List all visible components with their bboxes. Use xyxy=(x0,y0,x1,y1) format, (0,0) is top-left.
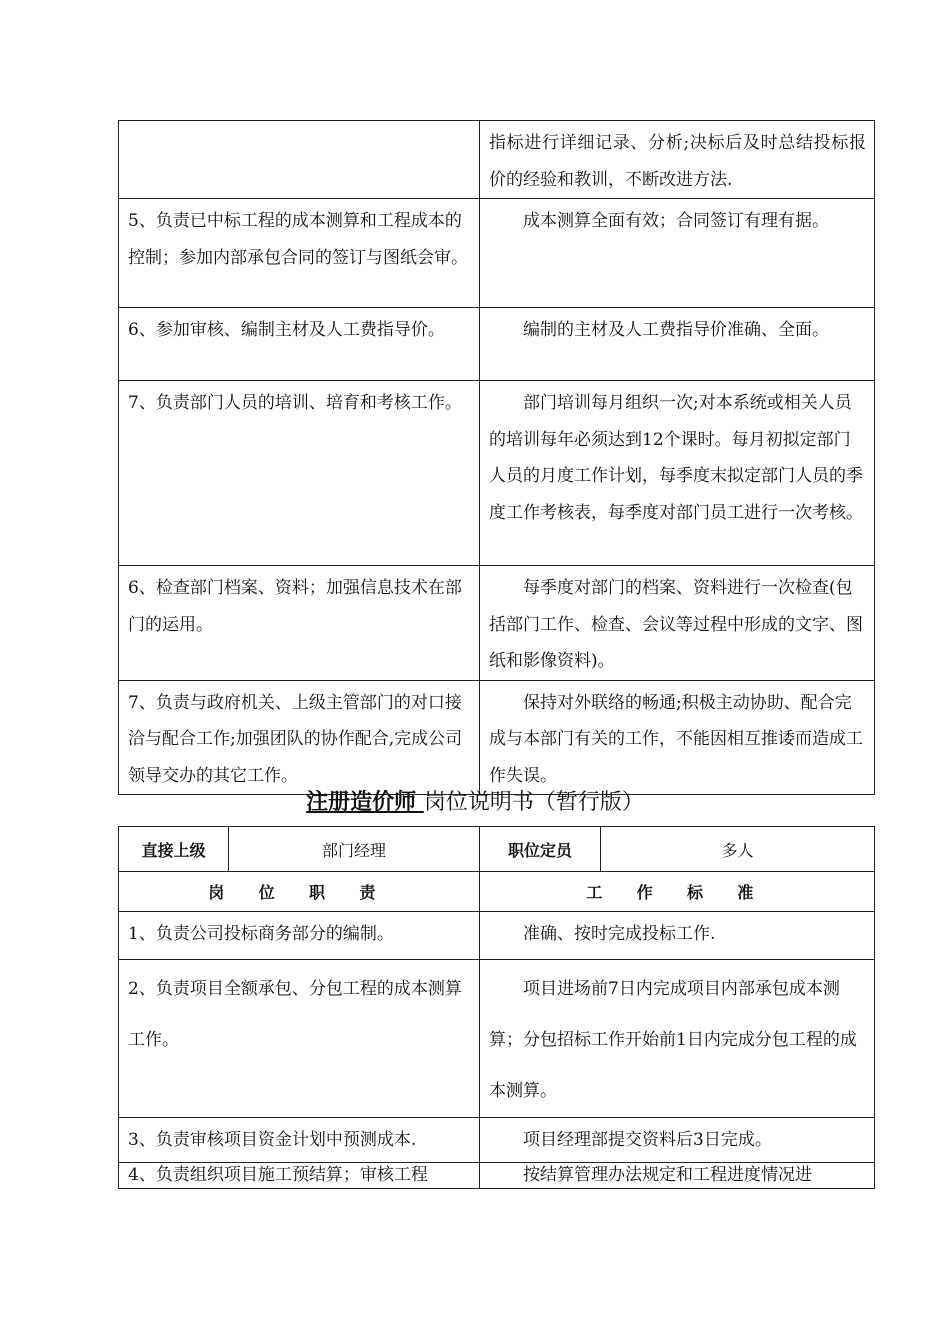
staffing-value: 多人 xyxy=(601,827,875,872)
standard-cell: 项目经理部提交资料后3日完成。 xyxy=(480,1118,875,1163)
standard-cell: 每季度对部门的档案、资料进行一次检查(包括部门工作、检查、会议等过程中形成的文字、图纸和影像资料)。 xyxy=(480,566,875,681)
table-row xyxy=(119,566,875,681)
standard-cell: 项目进场前7日内完成项目内部承包成本测算；分包招标工作开始前1日内完成分包工程的成本测算。 xyxy=(480,960,875,1118)
standard-cell: 成本测算全面有效；合同签订有理有据。 xyxy=(480,199,875,308)
standard-cell: 编制的主材及人工费指导价准确、全面。 xyxy=(480,308,875,381)
duty-cell: 7、负责与政府机关、上级主管部门的对口接洽与配合工作;加强团队的协作配合,完成公司领导交办的其它工作。 xyxy=(119,680,480,795)
page-title xyxy=(0,785,950,821)
superior-label: 直接上级 xyxy=(119,827,229,872)
standard-cell: 指标进行详细记录、分析;决标后及时总结投标报价的经验和教训，不断改进方法. xyxy=(480,121,875,199)
duty-cell: 4、负责组织项目施工预结算；审核工程 xyxy=(119,1163,480,1189)
table-row xyxy=(119,680,875,795)
table-row xyxy=(119,960,875,1118)
duty-cell: 5、负责已中标工程的成本测算和工程成本的控制；参加内部承包合同的签订与图纸会审。 xyxy=(119,199,480,308)
duty-cell: 3、负责审核项目资金计划中预测成本. xyxy=(119,1118,480,1163)
standard-cell: 部门培训每月组织一次;对本系统或相关人员的培训每年必须达到12个课时。每月初拟定部门人员的月度工作计划，每季度末拟定部门人员的季度工作考核表，每季度对部门员工进行一次考核。 xyxy=(480,381,875,566)
header-row xyxy=(119,827,875,872)
standard-cell: 按结算管理办法规定和工程进度情况进 xyxy=(480,1163,875,1189)
staffing-label: 职位定员 xyxy=(480,827,601,872)
table-row xyxy=(119,1163,875,1189)
title-suffix: 岗位说明书（暂行版） xyxy=(423,790,644,815)
superior-value: 部门经理 xyxy=(229,827,480,872)
responsibilities-table-continued xyxy=(118,120,875,795)
job-description-table xyxy=(118,826,875,1189)
duty-cell: 2、负责项目全额承包、分包工程的成本测算工作。 xyxy=(119,960,480,1118)
duties-header: 岗 位 职 责 xyxy=(119,872,480,912)
table-row xyxy=(119,912,875,960)
table-row xyxy=(119,121,875,199)
standards-header: 工 作 标 准 xyxy=(480,872,875,912)
standard-cell: 保持对外联络的畅通;积极主动协助、配合完成与本部门有关的工作，不能因相互推诿而造成工作失误。 xyxy=(480,680,875,795)
job-title: 注册造价师 xyxy=(306,790,424,815)
table-row xyxy=(119,381,875,566)
column-header-row xyxy=(119,872,875,912)
duty-cell: 1、负责公司投标商务部分的编制。 xyxy=(119,912,480,960)
duty-cell: 6、参加审核、编制主材及人工费指导价。 xyxy=(119,308,480,381)
table-row xyxy=(119,1118,875,1163)
standard-cell: 准确、按时完成投标工作. xyxy=(480,912,875,960)
table-row xyxy=(119,199,875,308)
duty-cell: 6、检查部门档案、资料；加强信息技术在部门的运用。 xyxy=(119,566,480,681)
duty-cell xyxy=(119,121,480,199)
table-row xyxy=(119,308,875,381)
duty-cell: 7、负责部门人员的培训、培育和考核工作。 xyxy=(119,381,480,566)
